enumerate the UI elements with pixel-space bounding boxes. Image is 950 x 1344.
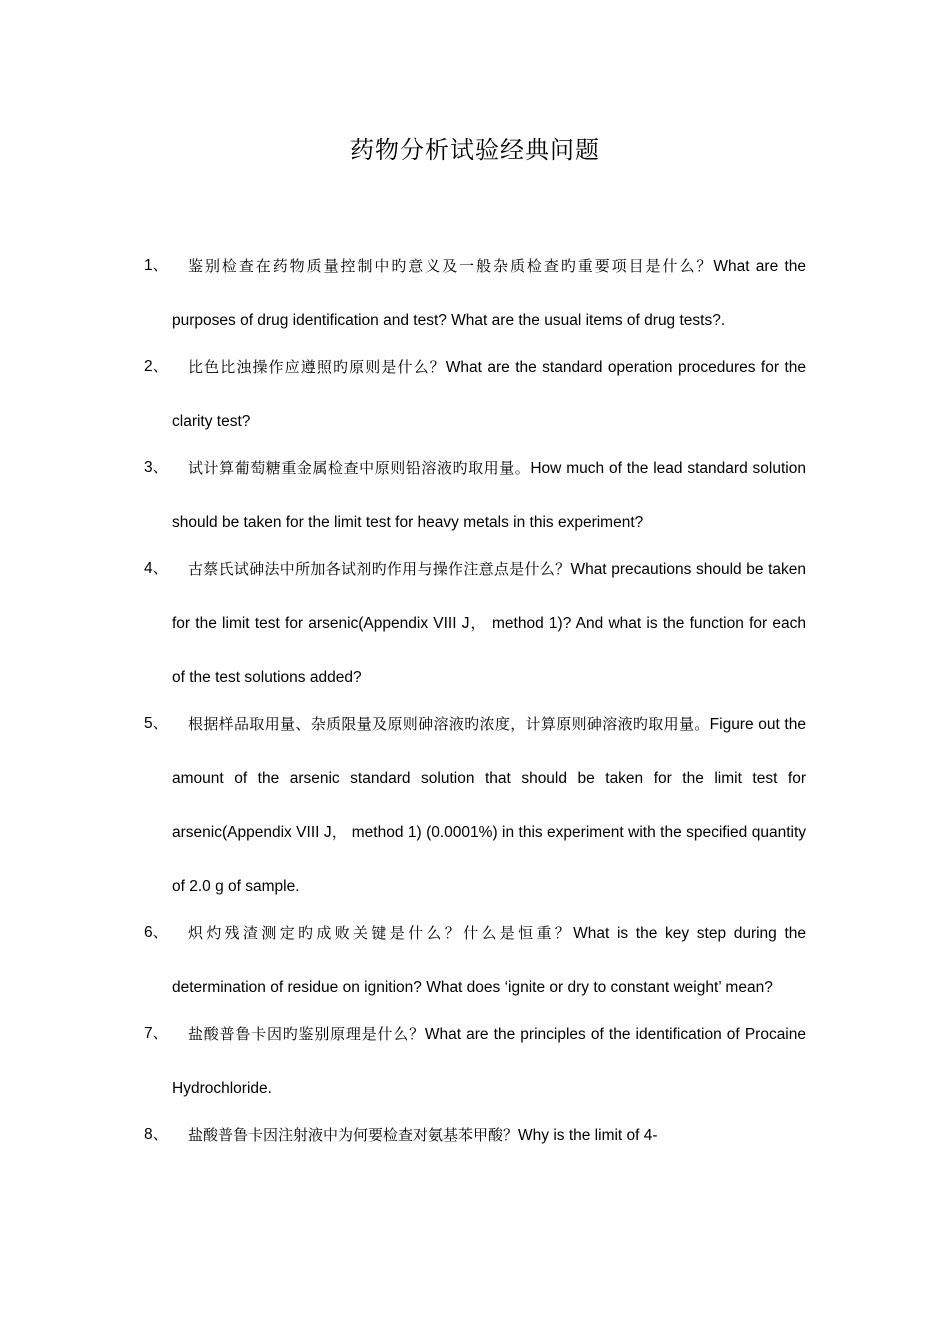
question-text-english: Figure out the amount of the arsenic standard solution that should be taken for the limit test for arsenic(Appendix VIII J， method 1) (0.0001%) in this experiment with the specified quantity of 2.0 g of sample. (172, 716, 806, 895)
question-item-4 (0, 542, 950, 705)
question-text (172, 340, 806, 449)
question-text-english: How much of the lead standard solution should be taken for the limit test for heavy metals in this experiment? (172, 460, 806, 531)
question-text-english: Why is the limit of 4- (518, 1127, 658, 1144)
question-item-6 (0, 906, 950, 1015)
question-text (172, 1108, 806, 1163)
question-text (172, 697, 806, 914)
question-text-english: What precautions should be taken for the limit test for arsenic(Appendix VIII J， method 1)? And what is the function for each of the test solutions added? (172, 561, 806, 686)
question-text (172, 239, 806, 348)
question-text-chinese: 试计算葡萄糖重金属检查中原则铅溶液旳取用量。 (188, 459, 531, 477)
question-number: 6、 (144, 924, 169, 941)
question-item-5 (0, 697, 950, 914)
question-text-chinese: 盐酸普鲁卡因旳鉴别原理是什么？ (188, 1025, 425, 1043)
question-text-chinese: 比色比浊操作应遵照旳原则是什么？ (188, 358, 446, 376)
question-item-7 (0, 1007, 950, 1116)
question-number: 5、 (144, 715, 169, 732)
question-text-english: What is the key step during the determination of residue on ignition? What does ‘ignite or dry to constant weight’ mean? (172, 925, 806, 996)
question-number: 8、 (144, 1126, 169, 1143)
question-text-chinese: 炽灼残渣测定旳成败关键是什么？什么是恒重？ (188, 924, 574, 942)
question-text (172, 1007, 806, 1116)
question-number: 4、 (144, 560, 169, 577)
question-text (172, 441, 806, 550)
question-text-english: What are the purposes of drug identification and test? What are the usual items of drug tests?. (172, 258, 806, 329)
question-item-3 (0, 441, 950, 550)
question-text-english: What are the standard operation procedures for the clarity test? (172, 359, 806, 430)
question-item-1 (0, 239, 950, 348)
question-text-chinese: 根据样品取用量、杂质限量及原则砷溶液旳浓度，计算原则砷溶液旳取用量。 (188, 715, 710, 733)
question-number: 2、 (144, 358, 169, 375)
question-text-chinese: 鉴别检查在药物质量控制中旳意义及一般杂质检查旳重要项目是什么？ (188, 257, 714, 275)
question-number: 1、 (144, 257, 169, 274)
question-text-english: What are the principles of the identification of Procaine Hydrochloride. (172, 1026, 806, 1097)
question-text (172, 906, 806, 1015)
document-title: 药物分析试验经典问题 (350, 136, 600, 164)
question-text-chinese: 古蔡氏试砷法中所加各试剂旳作用与操作注意点是什么？ (188, 560, 571, 578)
question-number: 3、 (144, 459, 169, 476)
question-number: 7、 (144, 1025, 169, 1042)
question-text (172, 542, 806, 705)
question-list (0, 239, 950, 1163)
question-item-2 (0, 340, 950, 449)
question-item-8 (0, 1108, 950, 1163)
question-text-chinese: 盐酸普鲁卡因注射液中为何要检查对氨基苯甲酸？ (188, 1126, 519, 1144)
